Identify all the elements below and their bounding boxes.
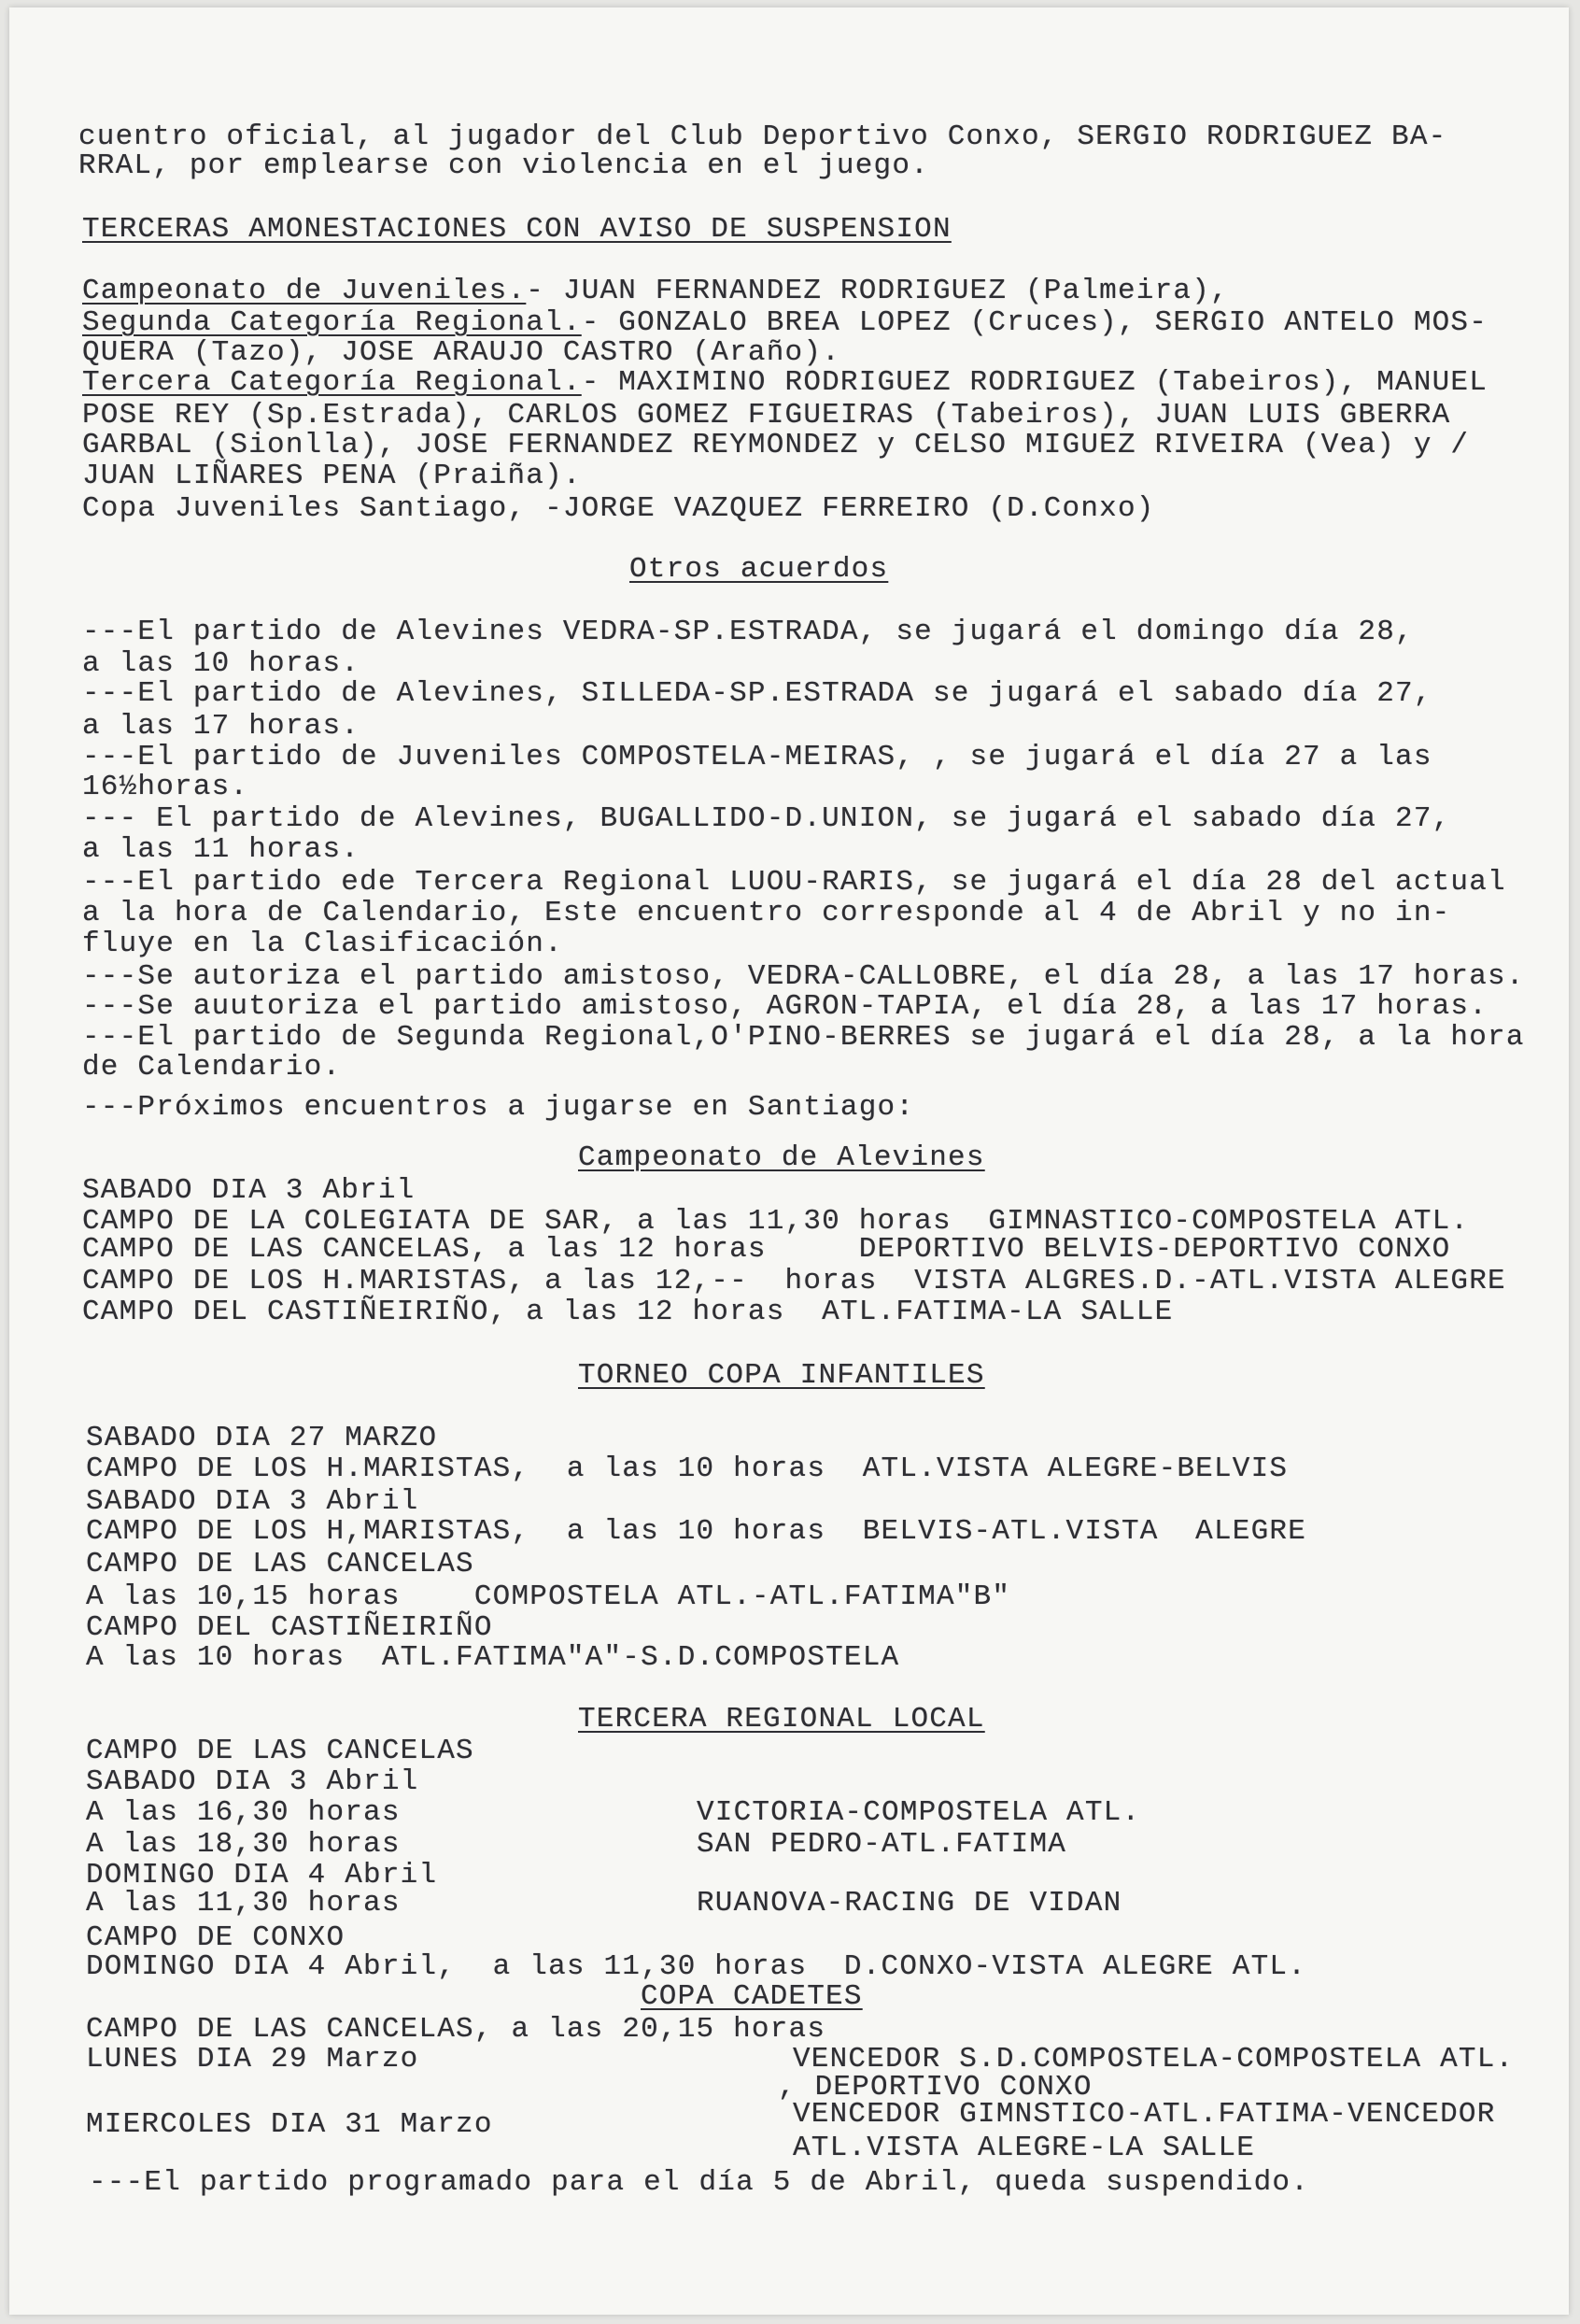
sanction-continuation: POSE REY (Sp.Estrada), CARLOS GOMEZ FIGUEIRAS (Tabeiros), JUAN LUIS GBERRA (82, 399, 1451, 432)
alevines-heading: Campeonato de Alevines (578, 1141, 985, 1174)
match-teams: VICTORIA-COMPOSTELA ATL. (697, 1796, 1141, 1829)
schedule-line: CAMPO DE LAS CANCELAS (86, 1548, 474, 1580)
agreement-line: ---El partido ede Tercera Regional LUOU-RARIS, se jugará el día 28 del actual (82, 866, 1506, 899)
otros-acuerdos-heading: Otros acuerdos (629, 553, 889, 586)
schedule-row (0, 1888, 1580, 1919)
match-teams: VENCEDOR S.D.COMPOSTELA-COMPOSTELA ATL. (793, 2043, 1515, 2076)
schedule-line: A las 10,15 horas COMPOSTELA ATL.-ATL.FATIMA"B" (86, 1580, 1011, 1613)
match-line: CAMPO DEL CASTIÑEIRIÑO, a las 12 horas ATL.FATIMA-LA SALLE (82, 1296, 1174, 1328)
agreement-line: ---Se auutoriza el partido amistoso, AGRON-TAPIA, el día 28, a las 17 horas. (82, 990, 1488, 1023)
venue-line: CAMPO DE LAS CANCELAS (86, 1735, 474, 1767)
sanction-text: - MAXIMINO RODRIGUEZ RODRIGUEZ (Tabeiros), MANUEL (581, 366, 1488, 399)
schedule-line: SABADO DIA 27 MARZO (86, 1422, 438, 1454)
intro-line: cuentro oficial, al jugador del Club Deportivo Conxo, SERGIO RODRIGUEZ BA- (78, 120, 1447, 153)
match-time: A las 18,30 horas (86, 1828, 401, 1861)
sanction-text: - JUAN FERNANDEZ RODRIGUEZ (Palmeira), (526, 275, 1229, 307)
agreement-line: ---Próximos encuentros a jugarse en Santiago: (82, 1091, 915, 1124)
match-date: SABADO DIA 3 Abril (86, 1765, 419, 1798)
match-line: CAMPO DE LA COLEGIATA DE SAR, a las 11,30 horas GIMNASTICO-COMPOSTELA ATL. (82, 1205, 1470, 1238)
schedule-line: A las 10 horas ATL.FATIMA"A"-S.D.COMPOSTELA (86, 1641, 900, 1674)
match-date: LUNES DIA 29 Marzo (86, 2043, 419, 2076)
closing-note: ---El partido programado para el día 5 de Abril, queda suspendido. (89, 2166, 1309, 2199)
agreement-line: ---El partido de Alevines VEDRA-SP.ESTRADA, se jugará el domingo día 28, (82, 616, 1414, 648)
cadetes-heading: COPA CADETES (641, 1980, 863, 2013)
agreement-line: a la hora de Calendario, Este encuentro corresponde al 4 de Abril y no in- (82, 897, 1451, 929)
juveniles-sanction-line (82, 276, 1229, 306)
match-date: MIERCOLES DIA 31 Marzo (86, 2108, 493, 2141)
sanction-continuation: QUERA (Tazo), JOSE ARAUJO CASTRO (Araño). (82, 336, 840, 369)
match-date: SABADO DIA 3 Abril (82, 1174, 416, 1207)
match-date: DOMINGO DIA 4 Abril (86, 1859, 438, 1892)
intro-line: RRAL, por emplearse con violencia en el juego. (78, 149, 929, 182)
venue-line: CAMPO DE CONXO (86, 1921, 346, 1954)
infantiles-heading: TORNEO COPA INFANTILES (578, 1359, 985, 1392)
tercera-local-heading: TERCERA REGIONAL LOCAL (578, 1703, 985, 1736)
schedule-row (0, 1829, 1580, 1860)
schedule-line: CAMPO DE LOS H.MARISTAS, a las 10 horas ATL.VISTA ALEGRE-BELVIS (86, 1452, 1289, 1485)
match-time: A las 11,30 horas (86, 1887, 401, 1920)
match-line: DOMINGO DIA 4 Abril, a las 11,30 horas D.CONXO-VISTA ALEGRE ATL. (86, 1950, 1306, 1983)
agreement-line: --- El partido de Alevines, BUGALLIDO-D.UNION, se jugará el sabado día 27, (82, 802, 1451, 835)
category-label: Campeonato de Juveniles. (82, 275, 527, 307)
schedule-row (0, 1797, 1580, 1828)
agreement-line: ---El partido de Segunda Regional,O'PINO-BERRES se jugará el día 28, a la hora (82, 1021, 1525, 1054)
match-time: A las 16,30 horas (86, 1796, 401, 1829)
match-teams: SAN PEDRO-ATL.FATIMA (697, 1828, 1067, 1861)
tercera-sanction-line (82, 367, 1488, 398)
amonestaciones-heading: TERCERAS AMONESTACIONES CON AVISO DE SUSPENSION (82, 213, 952, 246)
sanction-continuation: JUAN LIÑARES PENA (Praiña). (82, 460, 582, 492)
agreement-line: ---El partido de Alevines, SILLEDA-SP.ESTRADA se jugará el sabado día 27, (82, 677, 1432, 710)
agreement-line: 16½horas. (82, 771, 249, 803)
agreement-line: fluye en la Clasificación. (82, 928, 563, 960)
category-label: Tercera Categoría Regional. (82, 366, 582, 399)
match-teams-continuation: ATL.VISTA ALEGRE-LA SALLE (793, 2132, 1256, 2164)
agreement-line: ---El partido de Juveniles COMPOSTELA-MEIRAS, , se jugará el día 27 a las (82, 741, 1432, 773)
agreement-line: de Calendario. (82, 1051, 342, 1084)
match-teams: VENCEDOR GIMNSTICO-ATL.FATIMA-VENCEDOR (793, 2098, 1496, 2131)
segunda-sanction-line (82, 307, 1488, 338)
schedule-line: CAMPO DEL CASTIÑEIRIÑO (86, 1611, 493, 1644)
match-line: CAMPO DE LOS H.MARISTAS, a las 12,-- horas VISTA ALGRES.D.-ATL.VISTA ALEGRE (82, 1265, 1506, 1297)
agreement-line: ---Se autoriza el partido amistoso, VEDRA-CALLOBRE, el día 28, a las 17 horas. (82, 960, 1525, 993)
copa-juveniles-sanction: Copa Juveniles Santiago, -JORGE VAZQUEZ FERREIRO (D.Conxo) (82, 492, 1155, 525)
venue-line: CAMPO DE LAS CANCELAS, a las 20,15 horas (86, 2013, 826, 2046)
category-label: Segunda Categoría Regional. (82, 306, 582, 339)
match-teams-continuation: , DEPORTIVO CONXO (778, 2071, 1093, 2104)
sanction-text: - GONZALO BREA LOPEZ (Cruces), SERGIO ANTELO MOS- (581, 306, 1488, 339)
agreement-line: a las 17 horas. (82, 710, 360, 743)
schedule-line: CAMPO DE LOS H,MARISTAS, a las 10 horas BELVIS-ATL.VISTA ALEGRE (86, 1515, 1306, 1548)
match-teams: RUANOVA-RACING DE VIDAN (697, 1887, 1122, 1920)
match-line: CAMPO DE LAS CANCELAS, a las 12 horas DEPORTIVO BELVIS-DEPORTIVO CONXO (82, 1233, 1451, 1266)
agreement-line: a las 11 horas. (82, 833, 360, 866)
agreement-line: a las 10 horas. (82, 647, 360, 680)
sanction-continuation: GARBAL (Sionlla), JOSE FERNANDEZ REYMONDEZ y CELSO MIGUEZ RIVEIRA (Vea) y / (82, 429, 1470, 461)
schedule-line: SABADO DIA 3 Abril (86, 1485, 419, 1518)
